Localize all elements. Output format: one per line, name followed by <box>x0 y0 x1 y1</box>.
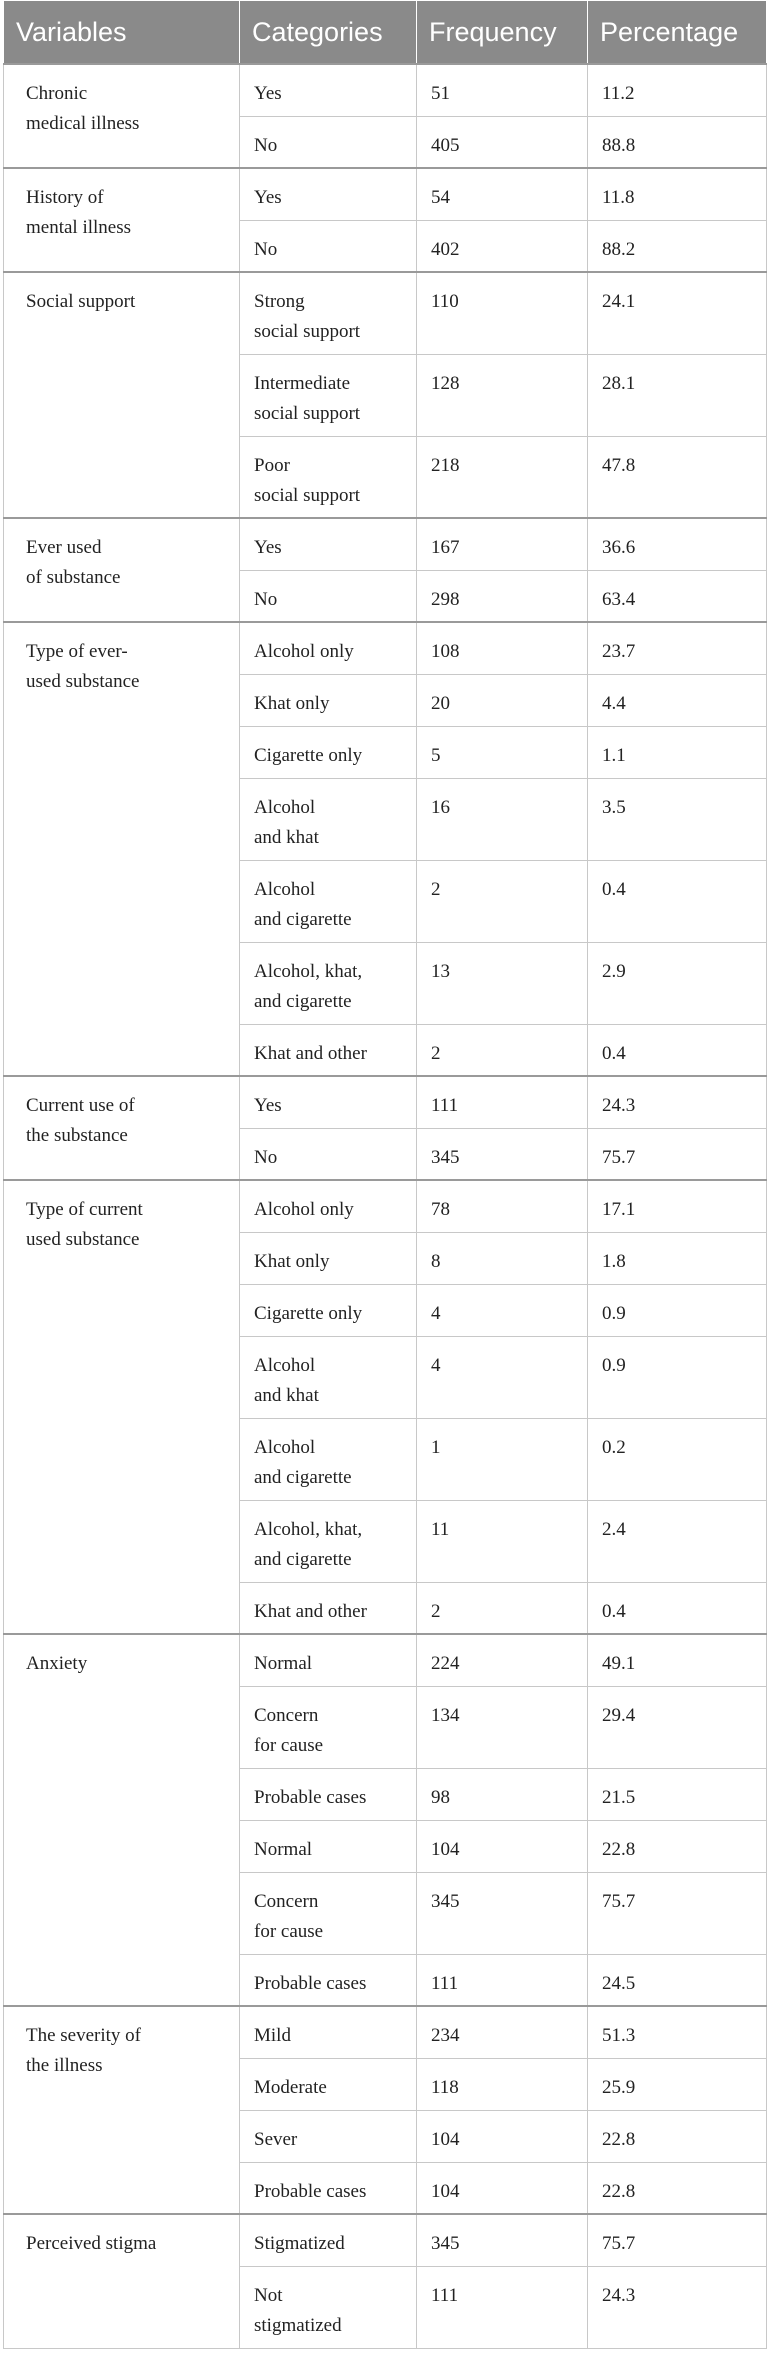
category-cell: Cigarette only <box>240 1284 417 1336</box>
frequency-cell: 134 <box>417 1686 588 1768</box>
category-cell: No <box>240 1128 417 1180</box>
category-cell: Yes <box>240 64 417 116</box>
frequency-cell: 234 <box>417 2006 588 2058</box>
variable-cell: Chronic medical illness <box>4 64 240 168</box>
variable-cell: Anxiety <box>4 1634 240 2006</box>
variable-cell: Ever used of substance <box>4 518 240 622</box>
percentage-cell: 2.9 <box>588 942 767 1024</box>
frequency-cell: 405 <box>417 116 588 168</box>
header-percentage: Percentage <box>588 1 767 65</box>
percentage-cell: 88.8 <box>588 116 767 168</box>
table-row <box>4 2006 767 2058</box>
frequency-cell: 298 <box>417 570 588 622</box>
table-row <box>4 2214 767 2266</box>
frequency-cell: 104 <box>417 1820 588 1872</box>
percentage-cell: 2.4 <box>588 1500 767 1582</box>
category-cell: Probable cases <box>240 2162 417 2214</box>
table-row <box>4 1076 767 1128</box>
percentage-cell: 24.3 <box>588 1076 767 1128</box>
category-cell: Alcohol, khat, and cigarette <box>240 942 417 1024</box>
frequency-cell: 4 <box>417 1336 588 1418</box>
percentage-cell: 11.2 <box>588 64 767 116</box>
percentage-cell: 22.8 <box>588 2162 767 2214</box>
category-cell: Moderate <box>240 2058 417 2110</box>
table-row <box>4 1634 767 1686</box>
category-cell: Probable cases <box>240 1954 417 2006</box>
category-cell: Khat only <box>240 1232 417 1284</box>
category-cell: Alcohol and khat <box>240 778 417 860</box>
category-cell: Yes <box>240 168 417 220</box>
frequency-cell: 111 <box>417 2266 588 2348</box>
table-body <box>4 64 767 2348</box>
frequency-cell: 2 <box>417 1582 588 1634</box>
category-cell: Concern for cause <box>240 1686 417 1768</box>
percentage-cell: 49.1 <box>588 1634 767 1686</box>
frequency-cell: 13 <box>417 942 588 1024</box>
header-frequency: Frequency <box>417 1 588 65</box>
category-cell: Alcohol and cigarette <box>240 860 417 942</box>
table-header <box>4 1 767 65</box>
percentage-cell: 0.4 <box>588 860 767 942</box>
frequency-cell: 98 <box>417 1768 588 1820</box>
category-cell: Not stigmatized <box>240 2266 417 2348</box>
header-row <box>4 1 767 65</box>
percentage-cell: 47.8 <box>588 436 767 518</box>
frequency-cell: 54 <box>417 168 588 220</box>
frequency-cell: 78 <box>417 1180 588 1232</box>
frequency-cell: 20 <box>417 674 588 726</box>
table-row <box>4 272 767 354</box>
variable-cell: Type of current used substance <box>4 1180 240 1634</box>
category-cell: Alcohol and khat <box>240 1336 417 1418</box>
frequency-cell: 345 <box>417 1872 588 1954</box>
frequency-cell: 118 <box>417 2058 588 2110</box>
frequency-cell: 345 <box>417 1128 588 1180</box>
frequency-cell: 111 <box>417 1076 588 1128</box>
percentage-cell: 24.1 <box>588 272 767 354</box>
frequency-cell: 104 <box>417 2110 588 2162</box>
frequency-cell: 218 <box>417 436 588 518</box>
category-cell: Yes <box>240 1076 417 1128</box>
category-cell: No <box>240 570 417 622</box>
table-row <box>4 168 767 220</box>
percentage-cell: 17.1 <box>588 1180 767 1232</box>
frequency-cell: 8 <box>417 1232 588 1284</box>
header-variables: Variables <box>4 1 240 65</box>
percentage-cell: 0.2 <box>588 1418 767 1500</box>
category-cell: Poor social support <box>240 436 417 518</box>
frequency-cell: 402 <box>417 220 588 272</box>
frequency-cell: 16 <box>417 778 588 860</box>
percentage-cell: 88.2 <box>588 220 767 272</box>
frequency-cell: 2 <box>417 1024 588 1076</box>
percentage-cell: 21.5 <box>588 1768 767 1820</box>
category-cell: Strong social support <box>240 272 417 354</box>
percentage-cell: 1.8 <box>588 1232 767 1284</box>
category-cell: Intermediate social support <box>240 354 417 436</box>
percentage-cell: 75.7 <box>588 2214 767 2266</box>
percentage-cell: 23.7 <box>588 622 767 674</box>
frequency-cell: 108 <box>417 622 588 674</box>
frequency-cell: 224 <box>417 1634 588 1686</box>
percentage-cell: 28.1 <box>588 354 767 436</box>
category-cell: Sever <box>240 2110 417 2162</box>
table-row <box>4 622 767 674</box>
variable-cell: Perceived stigma <box>4 2214 240 2348</box>
variable-cell: History of mental illness <box>4 168 240 272</box>
category-cell: Alcohol only <box>240 1180 417 1232</box>
category-cell: Alcohol, khat, and cigarette <box>240 1500 417 1582</box>
table-row <box>4 1180 767 1232</box>
frequency-cell: 104 <box>417 2162 588 2214</box>
percentage-cell: 11.8 <box>588 168 767 220</box>
percentage-cell: 36.6 <box>588 518 767 570</box>
category-cell: Khat and other <box>240 1582 417 1634</box>
header-categories: Categories <box>240 1 417 65</box>
frequency-cell: 1 <box>417 1418 588 1500</box>
frequency-cell: 2 <box>417 860 588 942</box>
percentage-cell: 22.8 <box>588 1820 767 1872</box>
table-row <box>4 518 767 570</box>
frequency-cell: 167 <box>417 518 588 570</box>
variable-cell: Social support <box>4 272 240 518</box>
frequency-cell: 345 <box>417 2214 588 2266</box>
variable-cell: Type of ever- used substance <box>4 622 240 1076</box>
percentage-cell: 24.3 <box>588 2266 767 2348</box>
percentage-cell: 75.7 <box>588 1128 767 1180</box>
category-cell: No <box>240 116 417 168</box>
category-cell: No <box>240 220 417 272</box>
variable-cell: Current use of the substance <box>4 1076 240 1180</box>
category-cell: Alcohol and cigarette <box>240 1418 417 1500</box>
percentage-cell: 0.4 <box>588 1582 767 1634</box>
percentage-cell: 4.4 <box>588 674 767 726</box>
frequency-cell: 5 <box>417 726 588 778</box>
data-table <box>3 0 767 2349</box>
frequency-cell: 110 <box>417 272 588 354</box>
frequency-cell: 4 <box>417 1284 588 1336</box>
percentage-cell: 75.7 <box>588 1872 767 1954</box>
category-cell: Khat only <box>240 674 417 726</box>
variable-cell: The severity of the illness <box>4 2006 240 2214</box>
percentage-cell: 24.5 <box>588 1954 767 2006</box>
category-cell: Mild <box>240 2006 417 2058</box>
category-cell: Yes <box>240 518 417 570</box>
category-cell: Khat and other <box>240 1024 417 1076</box>
category-cell: Normal <box>240 1634 417 1686</box>
category-cell: Stigmatized <box>240 2214 417 2266</box>
percentage-cell: 0.9 <box>588 1284 767 1336</box>
percentage-cell: 63.4 <box>588 570 767 622</box>
percentage-cell: 29.4 <box>588 1686 767 1768</box>
category-cell: Alcohol only <box>240 622 417 674</box>
percentage-cell: 51.3 <box>588 2006 767 2058</box>
percentage-cell: 0.9 <box>588 1336 767 1418</box>
category-cell: Concern for cause <box>240 1872 417 1954</box>
percentage-cell: 3.5 <box>588 778 767 860</box>
percentage-cell: 22.8 <box>588 2110 767 2162</box>
table-row <box>4 64 767 116</box>
percentage-cell: 25.9 <box>588 2058 767 2110</box>
frequency-cell: 111 <box>417 1954 588 2006</box>
frequency-cell: 11 <box>417 1500 588 1582</box>
category-cell: Normal <box>240 1820 417 1872</box>
category-cell: Probable cases <box>240 1768 417 1820</box>
percentage-cell: 0.4 <box>588 1024 767 1076</box>
category-cell: Cigarette only <box>240 726 417 778</box>
frequency-cell: 128 <box>417 354 588 436</box>
percentage-cell: 1.1 <box>588 726 767 778</box>
frequency-cell: 51 <box>417 64 588 116</box>
